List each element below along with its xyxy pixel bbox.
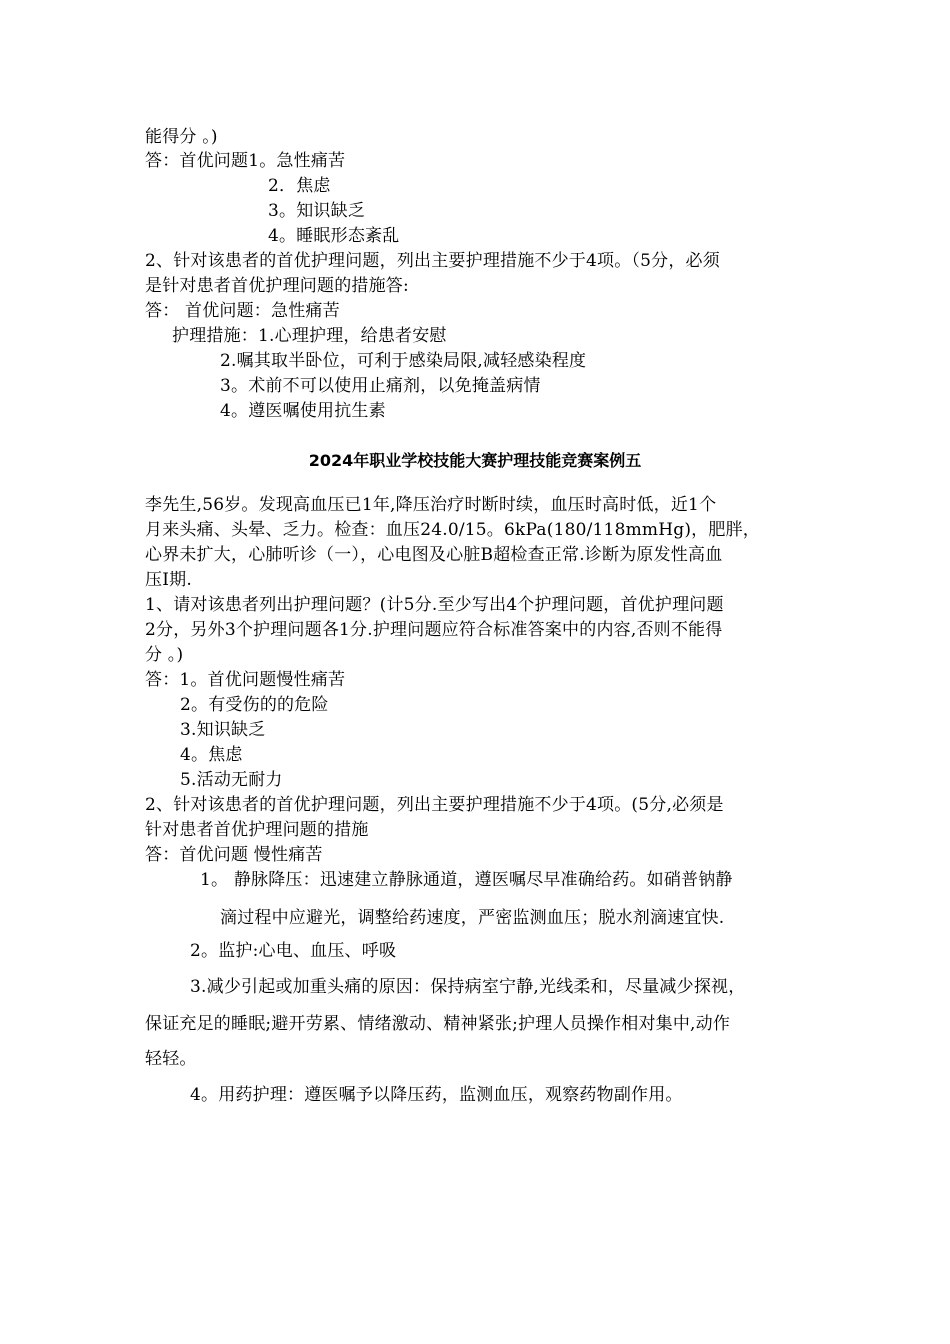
list-item: 2。监护:心电、血压、呼吸	[190, 941, 397, 961]
text-line: 能得分 。)	[145, 127, 218, 147]
list-item: 1。 静脉降压：迅速建立静脉通道，遵医嘱尽早准确给药。如硝普钠静	[200, 870, 733, 890]
case-text: 李先生,56岁。发现高血压已1年,降压治疗时断时续，血压时高时低，近1个	[145, 495, 717, 515]
question-text: 2分，另外3个护理问题各1分.护理问题应符合标准答案中的内容,否则不能得	[145, 620, 723, 640]
question-text: 针对患者首优护理问题的措施	[145, 820, 369, 840]
list-item: 保证充足的睡眠;避开劳累、情绪激动、精神紧张;护理人员操作相对集中,动作	[145, 1014, 731, 1034]
question-text: 1、请对该患者列出护理问题？(计5分.至少写出4个护理问题，首优护理问题	[145, 595, 724, 615]
list-item: 3.减少引起或加重头痛的原因：保持病室宁静,光线柔和，尽量减少探视，	[190, 977, 746, 997]
list-item: 轻轻。	[145, 1049, 197, 1069]
list-item: 3。知识缺乏	[268, 201, 366, 221]
case-title: 2024年职业学校技能大赛护理技能竞赛案例五	[308, 451, 642, 470]
list-item: 4。用药护理：遵医嘱予以降压药，监测血压，观察药物副作用。	[190, 1085, 683, 1105]
list-item: 3。术前不可以使用止痛剂，以免掩盖病情	[220, 376, 541, 396]
question-text: 分 。)	[145, 645, 184, 665]
list-item: 护理措施：1.心理护理，给患者安慰	[172, 326, 447, 346]
list-item: 5.活动无耐力	[180, 770, 283, 790]
list-item: 2．焦虑	[268, 176, 331, 196]
list-item: 4。遵医嘱使用抗生素	[220, 401, 386, 421]
list-item: 4。睡眠形态紊乱	[268, 226, 400, 246]
case-text: 月来头痛、头晕、乏力。检查：血压24.0/15。6kPa(180/118mmHg)，肥胖，	[145, 520, 760, 540]
list-item: 2.嘱其取半卧位，可利于感染局限,减轻感染程度	[220, 351, 587, 371]
answer-text: 答： 首优问题：急性痛苦	[145, 301, 340, 321]
list-item: 滴过程中应避光，调整给药速度，严密监测血压；脱水剂滴速宜快.	[220, 908, 725, 928]
question-text: 2、针对该患者的首优护理问题，列出主要护理措施不少于4项。(5分,必须是	[145, 795, 724, 815]
answer-text: 答：1。首优问题慢性痛苦	[145, 670, 346, 690]
question-text: 2、针对该患者的首优护理问题，列出主要护理措施不少于4项。（5分，必须	[145, 251, 720, 271]
answer-text: 答：首优问题 慢性痛苦	[145, 845, 323, 865]
case-text: 心界未扩大，心肺听诊（一），心电图及心脏B超检查正常.诊断为原发性高血	[145, 545, 723, 565]
question-text: 是针对患者首优护理问题的措施答:	[145, 276, 409, 296]
case-text: 压I期.	[145, 570, 192, 590]
list-item: 2。有受伤的的危险	[180, 695, 329, 715]
list-item: 3.知识缺乏	[180, 720, 266, 740]
list-item: 4。焦虑	[180, 745, 243, 765]
text-line: 答：首优问题1。急性痛苦	[145, 151, 346, 171]
